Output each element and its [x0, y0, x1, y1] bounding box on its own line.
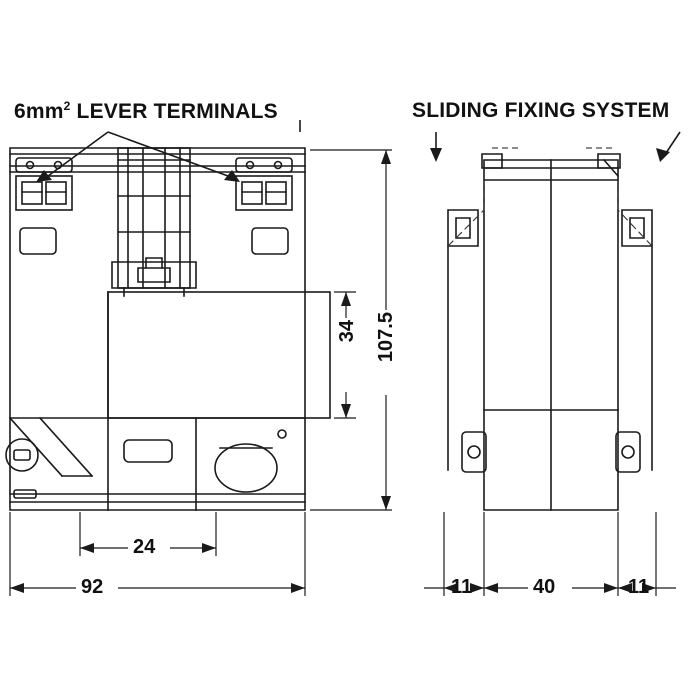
sliding-fixing-bracket-right [598, 154, 652, 472]
sliding-fixing-bracket-left [448, 154, 502, 472]
lever-terminals-superscript: 2 [63, 99, 71, 113]
latch-detail [112, 258, 196, 296]
front-view-outline [10, 148, 305, 510]
dimension-height-total: 107.5 [375, 312, 397, 363]
dimension-window-width: 24 [133, 536, 156, 558]
dimension-side-body-depth: 40 [533, 576, 556, 598]
dimension-side-flange-left: 11 [451, 576, 473, 598]
leader-lines-sliding [430, 132, 680, 162]
dimension-window-height: 34 [336, 320, 358, 343]
primary-conductor-channel [118, 148, 190, 288]
annotation-sliding-fixing-system: SLIDING FIXING SYSTEM [412, 99, 670, 122]
dimension-side-flange-right: 11 [628, 576, 650, 598]
dimension-lines [10, 150, 676, 596]
measuring-window [108, 292, 330, 418]
side-view-outline [484, 160, 618, 510]
dimension-width-total: 92 [81, 576, 104, 598]
lever-terminals-text: LEVER TERMINALS [76, 100, 278, 123]
lever-terminals-prefix: 6mm [14, 100, 64, 123]
front-lower-details [6, 418, 305, 510]
lever-terminal-right [236, 158, 292, 254]
annotation-lever-terminals [14, 99, 278, 124]
